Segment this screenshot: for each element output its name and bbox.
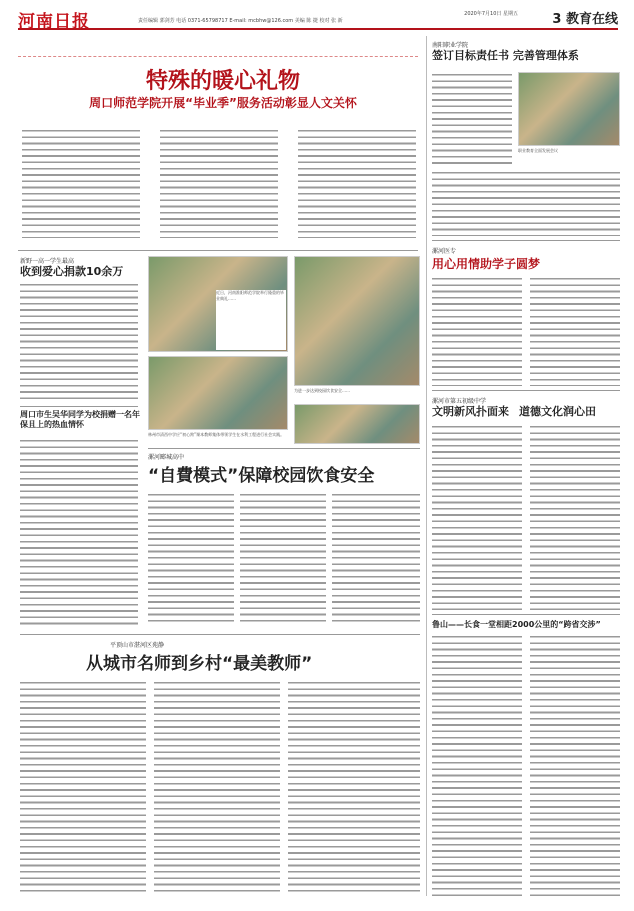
article-kicker: 平顶山市湛河区苑静 xyxy=(110,642,165,649)
issue-date: 2020年7月10日 星期五 xyxy=(464,11,518,17)
article-body xyxy=(332,492,420,624)
article-body xyxy=(240,492,326,624)
photo-caption: 近日，河南淮阳师范学院举行隆重的毕业典礼…… xyxy=(216,290,286,350)
article-title: 收到爱心捐款10余万 xyxy=(20,265,124,278)
article-luohe-fifth xyxy=(432,396,622,418)
article-body xyxy=(288,680,420,896)
article-title: 文明新风扑面来 xyxy=(432,405,509,418)
photo-caption: 职业教育全面发展会议 xyxy=(518,148,558,153)
article-body xyxy=(148,492,234,624)
article-body xyxy=(20,438,138,628)
article-kicker: 南阳职业学院 xyxy=(432,42,469,49)
article-title-2: 道德文化润心田 xyxy=(519,405,596,418)
article-pingdingshan xyxy=(20,640,420,674)
section-divider xyxy=(432,614,620,615)
article-body xyxy=(530,634,620,896)
article-xinye xyxy=(20,256,140,278)
article-title: 从城市名师到乡村“最美教师” xyxy=(86,654,313,674)
section-divider xyxy=(20,406,138,407)
lead-body-col2 xyxy=(160,128,278,238)
masthead xyxy=(18,8,618,30)
column-divider xyxy=(426,36,427,896)
article-photo xyxy=(518,72,620,146)
lead-body-col1 xyxy=(22,128,140,238)
article-lushan xyxy=(432,618,622,631)
article-photo xyxy=(294,404,420,444)
article-body xyxy=(20,282,138,402)
article-yancheng xyxy=(148,452,420,486)
section-divider xyxy=(18,250,418,251)
article-body xyxy=(530,424,620,610)
decorative-divider xyxy=(18,56,418,57)
article-photo xyxy=(294,256,420,386)
photo-caption: 为进一步达到校园饮食安全…… xyxy=(294,388,350,393)
section-divider xyxy=(20,634,420,635)
article-title: 用心用情助学子圆梦 xyxy=(432,257,541,271)
article-body xyxy=(432,170,620,236)
lead-title: 特殊的暖心礼物 xyxy=(145,69,300,94)
article-title: 签订目标责任书 完善管理体系 xyxy=(432,49,579,62)
article-zhoukou-student xyxy=(20,410,140,430)
article-body xyxy=(154,680,280,896)
article-luohe-medical xyxy=(432,246,622,272)
photo-caption: 林州市清西中学应“初心跨”课本教师集体带领学生在水利工程进行社会实践。 xyxy=(148,432,285,437)
article-body xyxy=(432,634,522,896)
article-kicker: 漯河医专 xyxy=(432,248,457,255)
article-photo xyxy=(148,356,288,430)
section-divider xyxy=(148,448,420,449)
section-divider xyxy=(432,390,620,391)
article-kicker: 漯河郾城高中 xyxy=(148,454,185,461)
section-divider xyxy=(432,240,620,241)
article-title: 鲁山——长食一堂相距2000公里的“跨省交涉” xyxy=(432,620,601,629)
editor-info: 责任编辑 郭剑芳 电话 0371-65798717 E-mail: mcbhw@126.com 美编 陈 捷 校对 张 新 xyxy=(138,18,343,24)
article-body xyxy=(432,72,512,168)
article-kicker: 漯河市第五初级中学 xyxy=(432,398,487,405)
lead-story xyxy=(18,36,418,244)
page-label: 3 教育在线 xyxy=(552,12,618,27)
article-body xyxy=(432,276,522,386)
article-nanyang xyxy=(432,40,622,62)
article-body xyxy=(432,424,522,610)
article-title: 周口市生吴华同学为校捐赠一名年保且上的热血情怀 xyxy=(20,410,140,429)
lead-subtitle: 周口师范学院开展“毕业季”服务活动彰显人文关怀 xyxy=(89,96,357,110)
article-body xyxy=(530,276,620,386)
lead-body-col3 xyxy=(298,128,416,238)
article-kicker: 新野一高一学生最高 xyxy=(20,258,75,265)
article-title: “自費模式”保障校园饮食安全 xyxy=(148,466,375,486)
article-body xyxy=(20,680,146,896)
newspaper-logo: 河南日报 xyxy=(18,12,90,32)
